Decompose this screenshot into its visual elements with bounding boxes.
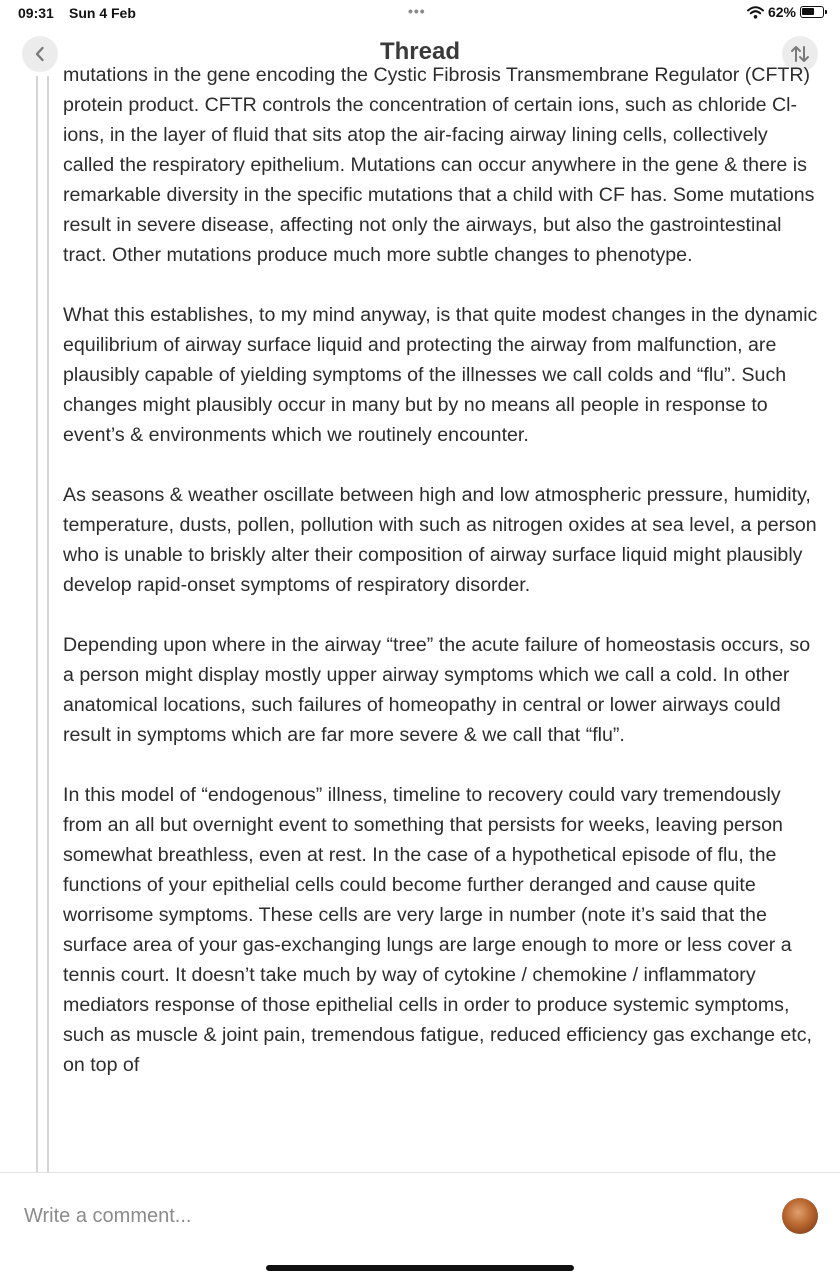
- post-paragraph: mutations in the gene encoding the Cystic Fibrosis Transmembrane Regulator (CFTR) protein product. CFTR controls the concentration of certain ions, such as chloride Cl- ions, in the layer of fluid that sits atop the air-facing airway lining cells, collectively called the respiratory epithelium. Mutations can occur anywhere in the gene & there is remarkable diversity in the specific mutations that a child with CF has. Some mutations result in severe disease, affecting not only the airways, but also the gastrointestinal tract. Other mutations produce much more subtle changes to phenotype.: [63, 64, 815, 266]
- home-indicator[interactable]: [266, 1265, 574, 1271]
- post-body: [63, 60, 820, 1110]
- battery-fill: [802, 8, 814, 15]
- status-bar: [0, 0, 840, 28]
- status-time: 09:31: [18, 5, 54, 21]
- status-indicators: [747, 4, 824, 20]
- thread-line-outer: [36, 76, 38, 1172]
- avatar[interactable]: [782, 1198, 818, 1234]
- post-paragraph: As seasons & weather oscillate between high and low atmospheric pressure, humidity, temperature, dusts, pollen, pollution with such as nitrogen oxides at sea level, a person who is unable to briskly alter their composition of airway surface liquid might plausibly develop rapid-onset symptoms of respiratory disorder.: [63, 484, 817, 596]
- battery-percentage: 62%: [767, 4, 796, 20]
- status-date: Sun 4 Feb: [69, 5, 136, 21]
- post-paragraph: Depending upon where in the airway “tree” the acute failure of homeostasis occurs, so a person might display mostly upper airway symptoms which we call a cold. In other anatomical locations, such failures of homeopathy in central or lower airways could result in symptoms which are far more severe & we call that “flu”.: [63, 634, 811, 746]
- battery-icon: [800, 6, 824, 18]
- page-title: Thread: [379, 38, 460, 65]
- comment-bar: [0, 1172, 840, 1281]
- battery-nub: [825, 10, 827, 14]
- multitasking-dots-icon[interactable]: •••: [408, 3, 426, 19]
- thread-content[interactable]: [0, 64, 840, 1172]
- post-paragraph: In this model of “endogenous” illness, timeline to recovery could vary tremendously from an all but overnight event to something that persists for weeks, leaving person somewhat breathless, even at rest. In the case of a hypothetical episode of flu, the functions of your epithelial cells could become further deranged and cause quite worrisome symptoms. These cells are very large in number (note it’s said that the surface area of your gas-exchanging lungs are large enough to more or less cover a tennis court. It doesn’t take much by way of cytokine / chemokine / inflammatory mediators response of those epithelial cells in order to produce systemic symptoms, such as muscle & joint pain, tremendous fatigue, reduced efficiency gas exchange etc, on top of: [63, 784, 812, 1076]
- comment-input[interactable]: Write a comment...: [24, 1205, 192, 1227]
- thread-line-inner: [47, 76, 49, 1172]
- post-paragraph: What this establishes, to my mind anyway, is that quite modest changes in the dynamic equilibrium of airway surface liquid and protecting the airway from malfunction, are plausibly capable of yielding symptoms of the illnesses we call colds and “flu”. Such changes might plausibly occur in many but by no means all people in response to event’s & environments which we routinely encounter.: [63, 304, 818, 446]
- wifi-icon: [747, 6, 764, 19]
